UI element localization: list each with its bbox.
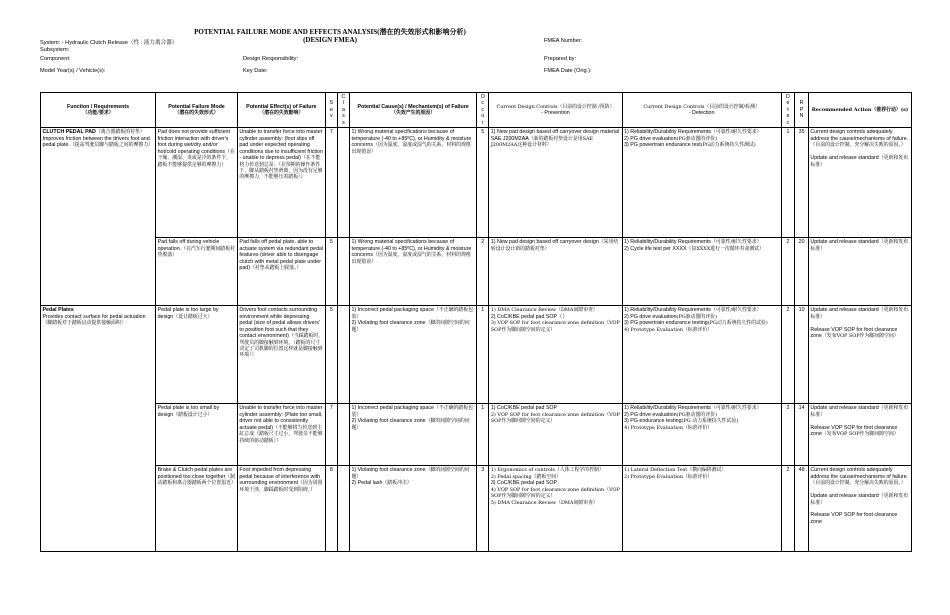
cause-cell: 1) Incorrect pedal packaging space（不正确的踏板包装） 2) Violating foot clearance zone（脚的间隙空间的问题） (349, 306, 476, 404)
detection-cell: 1) Lateral Deflection Test（横向偏移测试） 2) Prototype Evaluation（标准评价） (622, 466, 781, 552)
col-effect: Potential Effect(s) of Failure （潜在的失效影响） (237, 93, 325, 128)
failure-mode-cell: Pedal plate is too large by design（设计踏板过大） (156, 306, 238, 404)
table-row (41, 466, 912, 552)
fmea-number-field: FMEA Number: (544, 38, 583, 44)
severity-cell: 8 (325, 466, 337, 552)
detection-rating-cell: 2 (781, 238, 795, 306)
class-cell (337, 466, 349, 552)
col-failure-mode: Potential Failure Mode （潜在的失效形式） (156, 93, 238, 128)
class-cell (337, 238, 349, 306)
function-cell: CLUTCH PEDAL PAD（离合器踏板的衬垫） Improves friction between the drivers foot and pedal plate.（提高驾驶员脚与踏板之间的摩擦力） (41, 128, 156, 306)
effect-cell: Unable to transfer force into master cylinder assembly: (foot slips off pad under expected operating conditions due to insufficient friction - unable to depress pedal)（在不能将力传送到总泵：（在预期的操作条件下，脚从踏板衬垫滑离，因为没有足够的摩擦力，不能够压着踏板）） (237, 128, 325, 238)
col-detection: Current Design Controls（目前的设计控制/检测） - Detection (622, 93, 781, 128)
col-prevention: Current Design Controls（目前的设计控制 /预防） - Prevention (489, 93, 622, 128)
table-header-row (41, 93, 912, 128)
severity-cell: 5 (325, 238, 337, 306)
effect-cell: Pad falls off pedal plate, able to actuate system via redundant pedal features (driver able to disengage clutch with metal pedal plate under pad)（衬垫从踏板上脱落。） (237, 238, 325, 306)
model-year-field: Model Year(s) / Vehicle(s): (40, 68, 106, 74)
cause-cell: 1) Violating foot clearance zone（脚的间隙空间的问题） 2) Pedal lash（踏板冲击） (349, 466, 476, 552)
rpn-cell: 48 (795, 466, 809, 552)
system-field: System: - Hydraulic Clutch Release（性 : 液力离合器） (40, 40, 178, 46)
col-class: C l a s s (337, 93, 349, 128)
detection-cell: 1) Reliability/Durability Requirements（可靠性/耐久性要求） 2) PG drive evaluation(PG驱动器的评价) 3) PG powertrain endurance testing(PG动力系统持久性的试验) 4) Prototype Evaluation（标准评价） (622, 306, 781, 404)
recommended-action-cell: Update and release standard（更新和发布标准） Release VOP SOP for foot clearance zone（发布VOP SOP作为脚间隙空间） (808, 404, 911, 466)
failure-mode-cell: Pedal plate is too small by design（踏板设计过小） (156, 404, 238, 466)
recommended-action-cell: Current design controls adequately address the cause/mechanisms of failure.（目前的设计控制，充分解决失败的原因。） Update and release standard（更新和发布标准） Release VOP SOP for foot clearance zone (808, 466, 911, 552)
col-cause: Potential Cause(s) / Mechanism(s) of Failure （失效产生的原因） (349, 93, 476, 128)
prevention-cell: 1) DMA Clearance Review（DMA间隙审查） 2) CoC/KBE pedal pad SOP（） 3) VOP SOP for foot clearance zone definition（VOP SOP作为脚间隙空间的定义） (489, 306, 622, 404)
document-subtitle: (DESIGN FMEA) (303, 36, 357, 44)
subsystem-field: Subsystem: (40, 47, 70, 53)
table-row (41, 238, 912, 306)
effect-cell: Foot impeded from depressing pedal because of interference with surrounding environment（因为周围环境干涉，脚踩踏板时受到阻碍。） (237, 466, 325, 552)
failure-mode-cell: Pad falls off during vehicle operation.（在汽车行驶期间踏板衬垫脱落） (156, 238, 238, 306)
table-row (41, 128, 912, 238)
failure-mode-cell: Brake & Clutch pedal plates are positioned too close together（制动踏板和离合器踏板两个位置很近） (156, 466, 238, 552)
prepared-by-field: Prepared by: (544, 56, 577, 62)
detection-rating-cell: 2 (781, 306, 795, 404)
recommended-action-cell: Current design controls adequately address the cause/mechanisms of failure.（目前的设计控制，充分解决失败的原因。） Update and release standard（更新和发布标准） (808, 128, 911, 238)
cause-cell: 1) Wrong material specifications because of temperature (-40 to +85ºC), or Humidity & moisture concerns（因为温度、湿度或湿气的关系，材料的规格出现错误） (349, 128, 476, 238)
col-severity: S e v (325, 93, 337, 128)
function-cell: Pedal Plates Provides contact surface for pedal actuation（脚踏板对于踏板启动提供接触面积） (41, 306, 156, 552)
prevention-cell: 1) New pad design based off carryover design（采用结转设计设计新的踏板衬垫） (489, 238, 622, 306)
occurrence-cell: 5 (477, 128, 489, 238)
rpn-cell: 14 (795, 404, 809, 466)
failure-mode-cell: Pad does not provide sufficient friction interaction with driver's foot during wet/dry and/or hot/cold operating conditions（在干燥、潮湿、炎或是冷的条件下，踏板不能够提供足够的摩擦力） (156, 128, 238, 238)
class-cell (337, 306, 349, 404)
rpn-cell: 35 (795, 128, 809, 238)
col-occurrence: O c c u r (477, 93, 489, 128)
rpn-cell: 10 (795, 306, 809, 404)
occurrence-cell: 3 (477, 466, 489, 552)
severity-cell: 7 (325, 404, 337, 466)
severity-cell: 7 (325, 128, 337, 238)
col-recommended-action: Recommended Action（推荐行动）(s) (808, 93, 911, 128)
cause-cell: 1) Wrong material specifications because of temperature (-40 to +85ºC), or Humidity & moisture concerns（因为温度、湿度或湿气的关系，材料的规格出现错误） (349, 238, 476, 306)
design-responsibility-field: Design Responsibility: (243, 56, 299, 62)
occurrence-cell: 2 (477, 238, 489, 306)
document-title: POTENTIAL FAILURE MODE AND EFFECTS ANALYSIS(潜在的失效形式和影响分析) (194, 28, 466, 36)
component-field: Component: (40, 56, 71, 62)
col-detection-rating: D e t e c (781, 93, 795, 128)
recommended-action-cell: Update and release standard（更新和发布标准） Release VOP SOP for foot clearance zone（发布VOP SOP作为脚间隙空间） (808, 306, 911, 404)
key-date-field: Key Date: (243, 68, 268, 74)
detection-cell: 1) Reliability/Durability Requirements（可靠性/耐久性要求） 2) PG drive evaluation(PG驱动器的评价) 3) PG endurance testing(PG 动力系统持久性试验) 4) Prototype Evaluation（标准评价） (622, 404, 781, 466)
recommended-action-cell: Update and release standard（更新和发布标准） (808, 238, 911, 306)
detection-rating-cell: 2 (781, 404, 795, 466)
table-row (41, 306, 912, 404)
fmea-date-field: FMEA Date (Orig.): (544, 68, 592, 74)
rpn-cell: 20 (795, 238, 809, 306)
effect-cell: Drivers foot contacts surrounding environment while depressing pedal (size of pedal allows drivers' to position foot such that they contact environment)（当踩踏板时，驾驶员的脚接触到环境。（踏板的尺寸决定了司机脚的位置这样就是脚接触到环境）） (237, 306, 325, 404)
occurrence-cell: 1 (477, 404, 489, 466)
detection-rating-cell: 1 (781, 128, 795, 238)
detection-rating-cell: 2 (781, 466, 795, 552)
table-row (41, 404, 912, 466)
effect-cell: Unable to transfer force into master cylinder assembly: (Plate too small, driver not able to consistently actuate pedal)（不能够将力传送到主缸总成（踏板尺寸过小，驾驶员不能够持续的驱动踏板）） (237, 404, 325, 466)
detection-cell: 1) Reliability/Durability Requirements（可靠性/耐久性要求） 2) PG drive evaluation(PG驱动器的评价) 3) PG powertrain endurance test(PG动力系统持久性测试) (622, 128, 781, 238)
prevention-cell: 1) Ergonomics of controls（人体工程学的控制） 2) Pedal spacing（踏板空间） 3) CoC/KBE pedal pad SOP 4) VOP SOP for foot clearance zone definition（VOP SOP作为脚间隙空间的定义） 5) DMA Clearance Review（DMA间隙审查） (489, 466, 622, 552)
occurrence-cell: 1 (477, 306, 489, 404)
col-function: Function / Requirements （功能/要求） (41, 93, 156, 128)
col-rpn: R P N (795, 93, 809, 128)
cause-cell: 1) Incorrect pedal packaging space（不正确的踏板包装） 2) Violating foot clearance zone（脚的间隙空间的问题） (349, 404, 476, 466)
severity-cell: 5 (325, 306, 337, 404)
class-cell (337, 128, 349, 238)
class-cell (337, 404, 349, 466)
prevention-cell: 1) CoC/KBE pedal pad SOP 2) VOP SOP for foot clearance zone definition（VOP SOP作为脚间隙空间的定义） (489, 404, 622, 466)
fmea-table (40, 92, 912, 552)
prevention-cell: 1) New pad design based off carryover design material SAE J200M2AA（新的踏板衬垫设计是用SAE J200M2AA这种设计材料） (489, 128, 622, 238)
detection-cell: 1) Reliability/Durability Requirements（可靠性/耐久性要求） 2) Cycle life test per XXXX（每XXXX进行一次循环寿命测试） (622, 238, 781, 306)
